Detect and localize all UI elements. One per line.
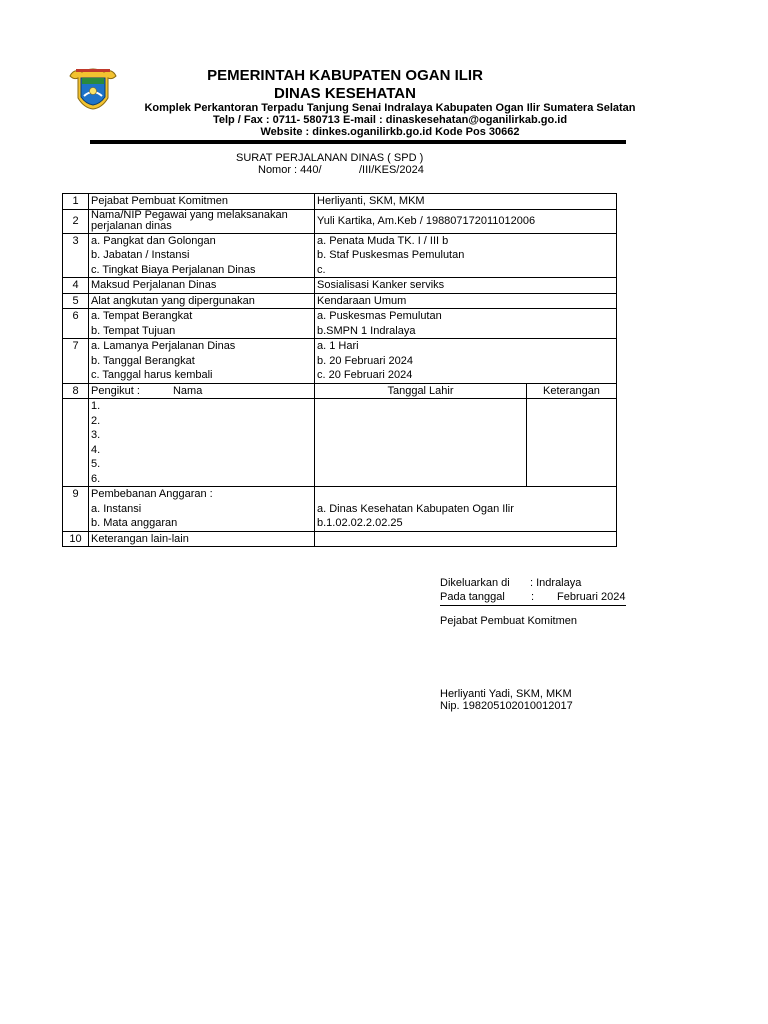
- keterangan-header: Keterangan: [527, 383, 617, 399]
- table-row: [63, 278, 617, 294]
- row-label-b: b. Jabatan / Instansi: [91, 249, 190, 261]
- header-address: Komplek Perkantoran Terpadu Tanjung Senai Indralaya Kabupaten Ogan Ilir Sumatera Selatan: [144, 102, 636, 114]
- header-divider: [90, 140, 626, 144]
- pengikut-item: 1.: [91, 400, 101, 412]
- row-value-b: b.SMPN 1 Indralaya: [317, 324, 416, 337]
- row-number: 2: [63, 209, 89, 233]
- row-number: 6: [63, 309, 89, 339]
- row-label-b: b. Tanggal Berangkat: [91, 354, 195, 367]
- issued-date-colon: :: [531, 591, 535, 603]
- issued-date-line: [440, 591, 626, 606]
- table-row: [63, 309, 617, 339]
- signer-name: Herliyanti Yadi, SKM, MKM: [440, 688, 572, 700]
- row-label: Nama/NIP Pegawai yang melaksanakan: [91, 209, 288, 221]
- issued-date-label: Pada tanggal: [440, 591, 505, 603]
- row-label: Maksud Perjalanan Dinas: [89, 278, 315, 294]
- document-number-label: Nomor : 440/: [258, 164, 322, 176]
- row-label-a: a. Tempat Berangkat: [91, 310, 193, 322]
- row-label-b: b. Tempat Tujuan: [91, 324, 176, 337]
- row-number: 1: [63, 194, 89, 210]
- row-value-a: a. Dinas Kesehatan Kabupaten Ogan Ilir: [317, 502, 514, 515]
- row-number: 3: [63, 233, 89, 278]
- issued-date-value: Februari 2024: [557, 591, 626, 603]
- pengikut-nama-header: Nama: [172, 384, 203, 397]
- row-value-b: b.1.02.02.2.02.25: [317, 517, 403, 529]
- row-value: Yuli Kartika, Am.Keb / 198807172011012006: [315, 209, 617, 233]
- row-label-c: c. Tanggal harus kembali: [91, 369, 213, 381]
- row-label-c: c. Tingkat Biaya Perjalanan Dinas: [91, 263, 256, 276]
- row-value: Sosialisasi Kanker serviks: [315, 278, 617, 294]
- row-number: 7: [63, 339, 89, 384]
- row-value-c: c. 20 Februari 2024: [317, 369, 413, 381]
- row-value-c: c.: [317, 263, 326, 276]
- pengikut-item: 5.: [91, 458, 101, 470]
- table-row: [63, 399, 617, 487]
- row-label-b: b. Mata anggaran: [91, 517, 178, 529]
- row-label-cont: perjalanan dinas: [91, 219, 172, 232]
- row-label-a: a. Pangkat dan Golongan: [91, 234, 216, 247]
- table-row: [63, 233, 617, 278]
- header-contact: Telp / Fax : 0711- 580713 E-mail : dinaskesehatan@oganilirkab.go.id: [212, 114, 568, 126]
- row-number: 8: [63, 383, 89, 399]
- row-number: 10: [63, 531, 89, 547]
- row-value-b: b. Staf Puskesmas Pemulutan: [317, 249, 465, 261]
- row-label: Alat angkutan yang dipergunakan: [89, 293, 315, 309]
- pengikut-label: Pengikut :: [91, 384, 140, 397]
- row-label: Pejabat Pembuat Komitmen: [89, 194, 315, 210]
- row-label-a: a. Instansi: [91, 502, 142, 515]
- row-label: Pembebanan Anggaran :: [91, 488, 213, 500]
- issued-at-label: Dikeluarkan di: [440, 577, 510, 589]
- tanggal-lahir-header: Tanggal Lahir: [315, 383, 527, 399]
- row-value-a: a. Penata Muda TK. I / III b: [317, 234, 449, 247]
- header-website: Website : dinkes.oganilirkb.go.id Kode Pos 30662: [260, 126, 520, 138]
- table-row: [63, 531, 617, 547]
- row-number: 5: [63, 293, 89, 309]
- table-row: [63, 209, 617, 233]
- signer-nip: Nip. 198205102010012017: [440, 700, 573, 712]
- row-value: Kendaraan Umum: [315, 293, 617, 309]
- pengikut-item: 6.: [91, 472, 101, 485]
- header-agency-title: DINAS KESEHATAN: [274, 85, 416, 102]
- issued-at-value: : Indralaya: [530, 577, 582, 589]
- document-number-suffix: /III/KES/2024: [359, 164, 424, 176]
- table-row: [63, 339, 617, 384]
- document-title: SURAT PERJALANAN DINAS ( SPD ): [236, 152, 424, 164]
- row-number: 4: [63, 278, 89, 294]
- row-value: Herliyanti, SKM, MKM: [315, 194, 617, 210]
- pengikut-item: 3.: [91, 429, 101, 441]
- row-value-a: a. 1 Hari: [317, 340, 359, 352]
- row-value-b: b. 20 Februari 2024: [317, 354, 414, 367]
- row-number: 9: [63, 487, 89, 532]
- signer-position: Pejabat Pembuat Komitmen: [440, 615, 577, 627]
- table-row: [63, 383, 617, 399]
- row-label: Keterangan lain-lain: [89, 531, 315, 547]
- spd-table: [62, 193, 617, 547]
- table-row: [63, 487, 617, 532]
- table-row: [63, 194, 617, 210]
- pengikut-item: 2.: [91, 414, 101, 427]
- row-value-a: a. Puskesmas Pemulutan: [317, 310, 442, 322]
- table-row: [63, 293, 617, 309]
- row-label-a: a. Lamanya Perjalanan Dinas: [91, 340, 236, 352]
- header-government-title: PEMERINTAH KABUPATEN OGAN ILIR: [207, 67, 483, 84]
- pengikut-item: 4.: [91, 443, 101, 456]
- row-value: [315, 531, 617, 547]
